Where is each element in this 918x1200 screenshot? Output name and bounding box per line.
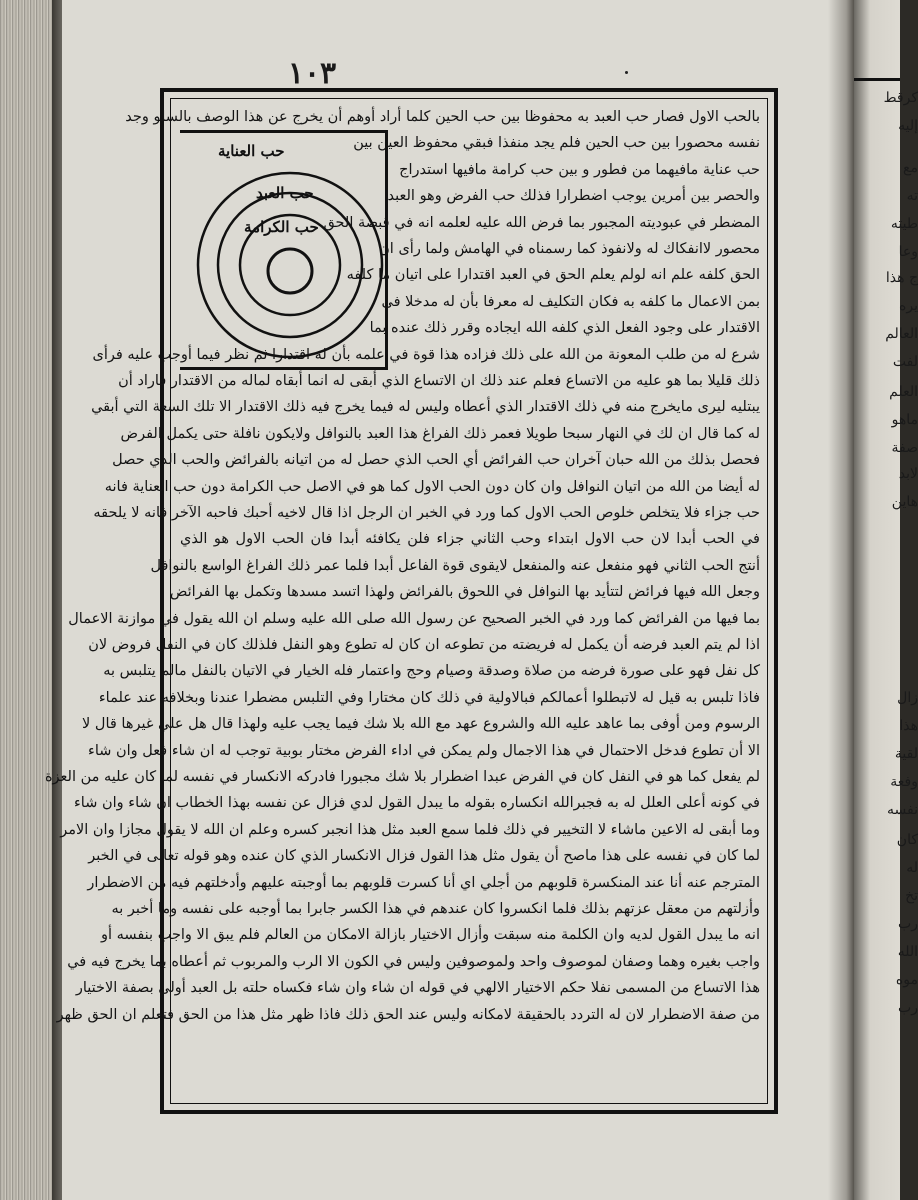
adjacent-page-text-fragment: موه bbox=[895, 972, 918, 988]
adjacent-page-text-fragment: لقية bbox=[894, 746, 918, 762]
diagram-label-abd: حب العبد bbox=[256, 184, 314, 202]
text-line: اذا لم يتم العبد فرضه أن يكمل له فريضته من تطوعه ان كان له تطوع وهو النفل فلذلك كان في النفل فروض لان bbox=[88, 637, 760, 653]
book-page-stack bbox=[0, 0, 58, 1200]
adjacent-page-text-fragment: وعا bbox=[898, 244, 918, 260]
diagram-label-karama: حب الكرامة bbox=[244, 218, 319, 236]
text-line: حب عناية مافيهما من فطور و بين حب كرامة مافيها استدراج bbox=[399, 161, 760, 178]
ink-speck bbox=[625, 71, 628, 74]
adjacent-page-text-fragment: العالم bbox=[885, 326, 918, 342]
text-line: الحق كلفه علم انه لولم يعلم الحق في العبد اقتدارا على اتيان ما كلفه bbox=[346, 267, 760, 284]
adjacent-page-text-fragment: زال bbox=[897, 690, 918, 706]
adjacent-page-text-fragment: العلم bbox=[889, 384, 918, 400]
text-line: أنتج الحب الثاني فهو منفعل عنه والمنفعل لايقوى قوة الفاعل أبدا فلما عمر ذلك الفراغ الواسع بالنوافل bbox=[150, 557, 760, 574]
adjacent-page-rule bbox=[854, 78, 900, 81]
adjacent-page-text-fragment: صفة bbox=[891, 440, 918, 456]
text-line: فحصل بذلك من الله حبان آخران حب الفرائض أي الحب الذي حصل له من اتيانه بالفرائض والحب الذي حصل bbox=[112, 452, 760, 469]
text-line: شرع له من طلب المعونة من الله على ذلك فزاده هذا قوة في علمه بأن له اقتدارا ثم نظر فيما أوجب عليه فرأى bbox=[92, 346, 760, 363]
text-line: ذلك قليلا بما هو عليه من الاتساع فعلم عند ذلك ان الاتساع الذي أبقى له انما أبقاه لماله من الاقتدار فاراد أن bbox=[118, 373, 760, 389]
text-line: في الحب أبدا لان حب الاول ابتداء وحب الثاني جزاء فلن يكافئه أبدا فان الحب الاول هو الذي bbox=[180, 531, 760, 548]
adjacent-page-text-fragment: كرقط bbox=[883, 90, 918, 106]
adjacent-page-text-fragment: مع bbox=[903, 160, 918, 176]
adjacent-page-text-fragment: الله bbox=[897, 944, 918, 960]
adjacent-page-text-fragment: وفعة bbox=[890, 774, 918, 790]
adjacent-page-text-fragment: ته bbox=[906, 188, 918, 204]
text-line: الاقتدار على وجود الفعل الذي كلفه الله ايجاده وقرر ذلك عنده بما bbox=[369, 320, 760, 337]
adjacent-page-text-fragment: له bbox=[906, 860, 918, 876]
adjacent-page-text-fragment: لابد bbox=[898, 466, 918, 482]
text-line: في كونه أعلى العلل له به فجبرالله انكساره بقوله ما يبدل القول لدي فزال عن نفسه بهذا الخطاب ان شاء وان شاء bbox=[73, 795, 760, 812]
text-line: وجعل الله فيها فرائض لتتأيد بها النوافل في اللحوق بالفرائض ولهذا اتسد مسدها وتكمل بها الفرائض bbox=[169, 584, 760, 601]
text-line: له كما قال ان لك في النهار سبحا طويلا فعمر ذلك الفراغ هذا العبد بالنوافل ولايكون نافلة حتى يكمل الفرض bbox=[120, 425, 760, 442]
text-line: كل نفل فهو على صورة فرضه من صلاة وصدقة وصيام وحج واعتمار فله الخيار في الاتيان بالنفل مالم يتلبس به bbox=[103, 663, 760, 680]
text-line: حب جزاء فلا يتخلص خلوص الحب الاول كما ورد في الخبر ان الرجل اذا قال لاخيه أحبك فاحبه الآخر فانه لا يلحقه bbox=[93, 505, 760, 521]
adjacent-page-text-fragment: إليه bbox=[898, 118, 918, 134]
adjacent-page-text-fragment: لفت bbox=[892, 354, 918, 370]
adjacent-page-text-fragment: نفسه bbox=[887, 802, 918, 818]
adjacent-page-text-fragment: تخ bbox=[905, 888, 918, 904]
text-line: وما أبقى له الاعين ماشاء لا التخيير في ذلك فلما سمع العبد مثل هذا انجبر كسره وعلم ان الله لا يقول مجازا وان الامر bbox=[60, 821, 760, 838]
text-line: وأزلتهم من معقل عزتهم بذلك فلما انكسروا كان عندهم في هذا الكسر جابرا بما أوجبه على نفسه وما أخبر به bbox=[111, 901, 760, 917]
text-line: هذا الاتساع من المسمى نفلا حكم الاختيار الالهي في قوله ان شاء وان شاء فكساه حلته بل العبد أولى بصفة الاختيار bbox=[75, 980, 760, 997]
text-line: الرسوم ومن أوفى بما عاهد عليه الله والشروع عهد مع الله بلا شك فيما يجب عليه ولهذا قال هل علي غيرها قال لا bbox=[82, 716, 760, 733]
text-line: لما كان في نفسه على هذا ماصح أن يقول مثل هذا القول فزال الانكسار الذي كان عنده وهو قوله تعالى في الخبر bbox=[88, 848, 760, 865]
text-line: من صفة الاضطرار لان له التردد بالحقيقة لامكانه وليس عند الحق ذلك فاذا ظهر مثل هذا من الحق فتعلم ان الحق ظهر bbox=[56, 1006, 760, 1023]
text-line: له أيضا من الله من اتيان النوافل وان كان دون الحب الاول كما هو في الاصل حب الكرامة دون حب العناية فانه bbox=[104, 478, 760, 495]
text-line: بما فيها من الفرائض كما ورد في الخبر الصحيح عن رسول الله صلى الله عليه وسلم ان الله يقول في موازنة الاعمال bbox=[68, 610, 760, 627]
page-gutter-shadow bbox=[828, 0, 854, 1200]
adjacent-page-text-fragment: طيته bbox=[890, 216, 918, 232]
text-line: الا أن تطوع فدخل الاحتمال في هذا الاجمال ولم يمكن في اداء الفرض مختار بوبية توجب له ان شاء فعل وان شاء bbox=[88, 742, 760, 759]
adjacent-page-text-fragment: هاين bbox=[891, 494, 918, 510]
text-line: لم يفعل كما هو في النفل كان في الفرض عبدا اضطرار بلا شك مجبورا فادركه الانكسار في نفسه لما كان عليه من العزة bbox=[44, 769, 760, 785]
adjacent-page-text-fragment: يره bbox=[899, 298, 918, 314]
adjacent-page-text-fragment: رب bbox=[898, 916, 918, 932]
text-line: انه ما يبدل القول لديه وان الكلمة منه سبقت وأزال الاختيار بازالة الامكان من العالم فلم يبق الا واجب بنفسه أو bbox=[101, 927, 760, 944]
text-line: المضطر في عبوديته المجبور بما فرض الله عليه لعلمه انه في قبضة الحق bbox=[323, 214, 760, 231]
text-line: والحصر بين أمرين يوجب اضطرارا فذلك حب الفرض وهو العبد bbox=[387, 188, 760, 205]
text-line: بالحب الاول فصار حب العبد به محفوظا بين حب الحين كلما أراد أوهم أن يخرج عن هذا الوصف بالسلو وجد bbox=[125, 109, 760, 125]
text-line: واجب بغيره وهما وصفان لموصوف واحد ولموصوفين وليس في الكون الا الرب والمربوب ثم أعطاه بما يخرج فيه في bbox=[67, 953, 760, 970]
circle-core bbox=[268, 249, 312, 293]
adjacent-page-text-fragment: رب bbox=[898, 1000, 918, 1016]
text-line: فاذا تلبس به قيل له لاتبطلوا أعمالكم فبالاولية في ذلك كان مختارا وفي التلبس مضطرا عندنا وبخلافه عند علماء bbox=[98, 689, 760, 706]
text-line: نفسه محصورا بين حب الحين فلم يجد منفذا فبقي محفوظ العين بين bbox=[353, 135, 760, 152]
page-number: ١٠٣ bbox=[287, 56, 337, 91]
text-line: يبتليه ليرى مايخرج منه في ذلك الاقتدار الذي أعطاه وليس له فيما يخرج فيه ذلك الاقتدار الا تلك السعة التي أبقي bbox=[91, 399, 760, 416]
text-line: المترجم عنه أنا عند المنكسرة قلوبهم من أجلي اي أنا كسرت قلوبهم بما أوجبته عليهم وأدخلتهم فيه من الاضطرار bbox=[87, 874, 760, 891]
text-line: بمن الاعمال ما كلفه به فكان التكليف له معرفا بأن له مدخلا في bbox=[381, 293, 760, 310]
text-line: محصور لاانفكاك له ولانفوذ كما رسمناه في الهامش ولما رأى ان bbox=[379, 241, 760, 257]
adjacent-page-text-fragment: ماهو bbox=[891, 412, 918, 428]
diagram-label-inaya: حب العناية bbox=[218, 142, 285, 160]
adjacent-page-edge bbox=[854, 0, 918, 1200]
adjacent-page-text-fragment: كان bbox=[896, 832, 918, 848]
adjacent-page-text-fragment: ج هذا bbox=[885, 270, 918, 286]
adjacent-page-text-fragment: هذا bbox=[899, 718, 918, 734]
